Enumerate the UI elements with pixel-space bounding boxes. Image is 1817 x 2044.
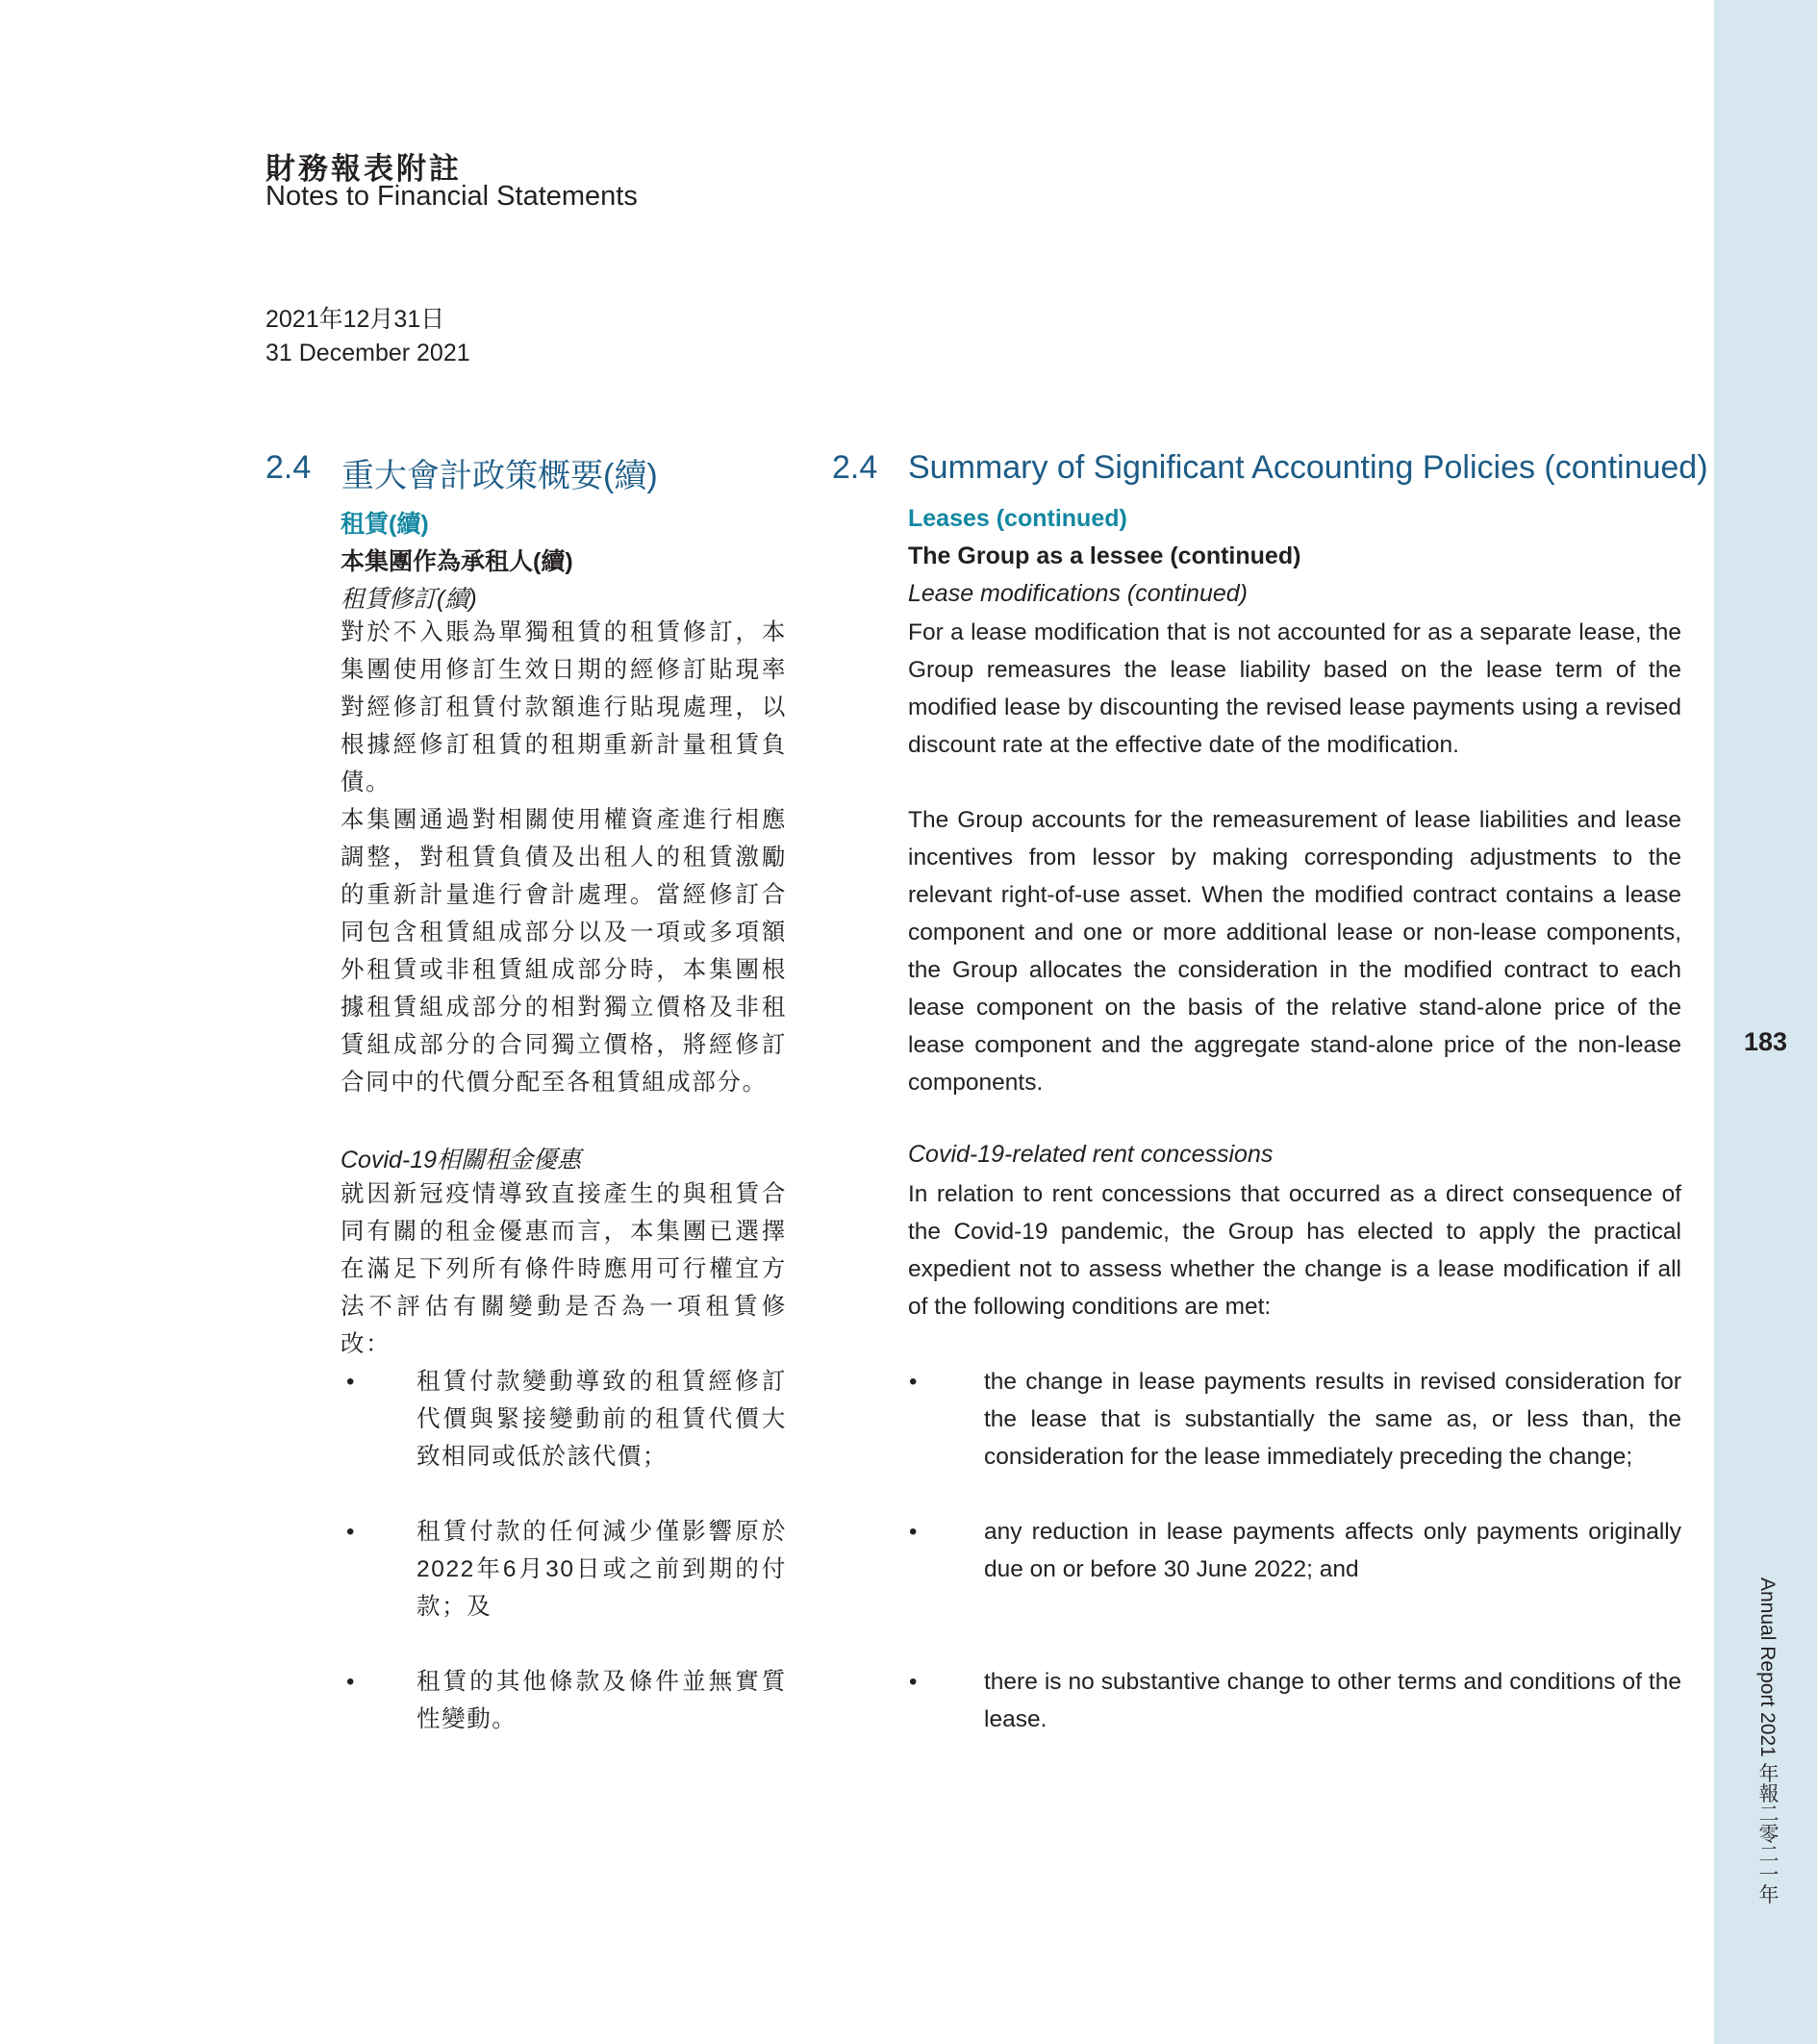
side-caption: Annual Report 2021 年報二零二一年 [1756, 1577, 1779, 1905]
paragraph-3-zh: 就因新冠疫情導致直接產生的與租賃合同有關的租金優惠而言，本集團已選擇在滿足下列所有條件時應用可行權宜方法不評估有關變動是否為一項租賃修改： [341, 1181, 787, 1357]
paragraph-2-en: The Group accounts for the remeasurement of lease liabilities and lease incentives from lessor by making corresponding adjustments to the relevant right-of-use asset. When the modified contract contains a lease component and one or more additional lease or non-lease components, the Group allocates the consideration in the modified contract to each lease component on the basis of the relative stand-alone price of the lease component and the aggregate stand-alone price of the non-lease components. [908, 807, 1681, 1096]
modifications-heading-en: Lease modifications (continued) [908, 580, 1248, 607]
paragraph-1-en: For a lease modification that is not accounted for as a separate lease, the Group remeasures the lease liability based on the lease term of the modified lease by discounting the revised lease payments using a revised discount rate at the effective date of the modification. [908, 619, 1681, 758]
section-title-en: Summary of Significant Accounting Policies (continued) [908, 449, 1708, 486]
section-number-en: 2.4 [832, 449, 878, 486]
bullet-marker: • [909, 1519, 918, 1545]
bullet-item-zh-1: 租賃付款變動導致的租賃經修訂代價與緊接變動前的租賃代價大致相同或低於該代價； [416, 1369, 787, 1470]
bullet-marker: • [346, 1669, 355, 1695]
header-title-zh: 財務報表附註 [265, 152, 462, 187]
date-en: 31 December 2021 [265, 340, 470, 366]
bullet-marker: • [346, 1519, 355, 1545]
date-zh: 2021年12月31日 [265, 306, 445, 333]
lessee-heading-en: The Group as a lessee (continued) [908, 543, 1301, 569]
bullet-marker: • [909, 1369, 918, 1395]
bullet-item-en-2: any reduction in lease payments affects only payments originally due on or before 30 June 2022; and [984, 1519, 1681, 1582]
paragraph-1-zh: 對於不入賬為單獨租賃的租賃修訂，本集團使用修訂生效日期的經修訂貼現率對經修訂租賃付款額進行貼現處理，以根據經修訂租賃的租期重新計量租賃負債。 [341, 619, 787, 795]
section-title-zh: 重大會計政策概要(續) [341, 458, 658, 494]
covid-heading-zh: Covid-19相關租金優惠 [341, 1147, 582, 1173]
page-number: 183 [1743, 1027, 1788, 1056]
header-title-en: Notes to Financial Statements [265, 181, 638, 212]
lessee-heading-zh: 本集團作為承租人(續) [341, 548, 573, 575]
bullet-item-en-3: there is no substantive change to other terms and conditions of the lease. [984, 1669, 1681, 1732]
bullet-item-zh-3: 租賃的其他條款及條件並無實質性變動。 [416, 1669, 787, 1732]
paragraph-2-zh: 本集團通過對相關使用權資產進行相應調整，對租賃負債及出租人的租賃激勵的重新計量進行會計處理。當經修訂合同包含租賃組成部分以及一項或多項額外租賃或非租賃組成部分時，本集團根據租賃組成部分的相對獨立價格及非租賃組成部分的合同獨立價格，將經修訂合同中的代價分配至各租賃組成部分。 [341, 807, 787, 1096]
leases-heading-en: Leases (continued) [908, 505, 1127, 532]
modifications-heading-zh: 租賃修訂(續) [341, 586, 477, 613]
section-number-zh: 2.4 [265, 449, 312, 486]
bullet-marker: • [346, 1369, 355, 1395]
covid-heading-en: Covid-19-related rent concessions [908, 1141, 1274, 1168]
leases-heading-zh: 租賃(續) [341, 511, 429, 538]
bullet-marker: • [909, 1669, 918, 1695]
bullet-item-en-1: the change in lease payments results in revised consideration for the lease that is substantially the same as, or less than, the consideration for the lease immediately preceding the change; [984, 1369, 1681, 1470]
bullet-item-zh-2: 租賃付款的任何減少僅影響原於2022年6月30日或之前到期的付款；及 [416, 1519, 787, 1620]
paragraph-3-en: In relation to rent concessions that occurred as a direct consequence of the Covid-19 pandemic, the Group has elected to apply the practical expedient not to assess whether the change is a lease modification if all of the following conditions are met: [908, 1181, 1681, 1320]
